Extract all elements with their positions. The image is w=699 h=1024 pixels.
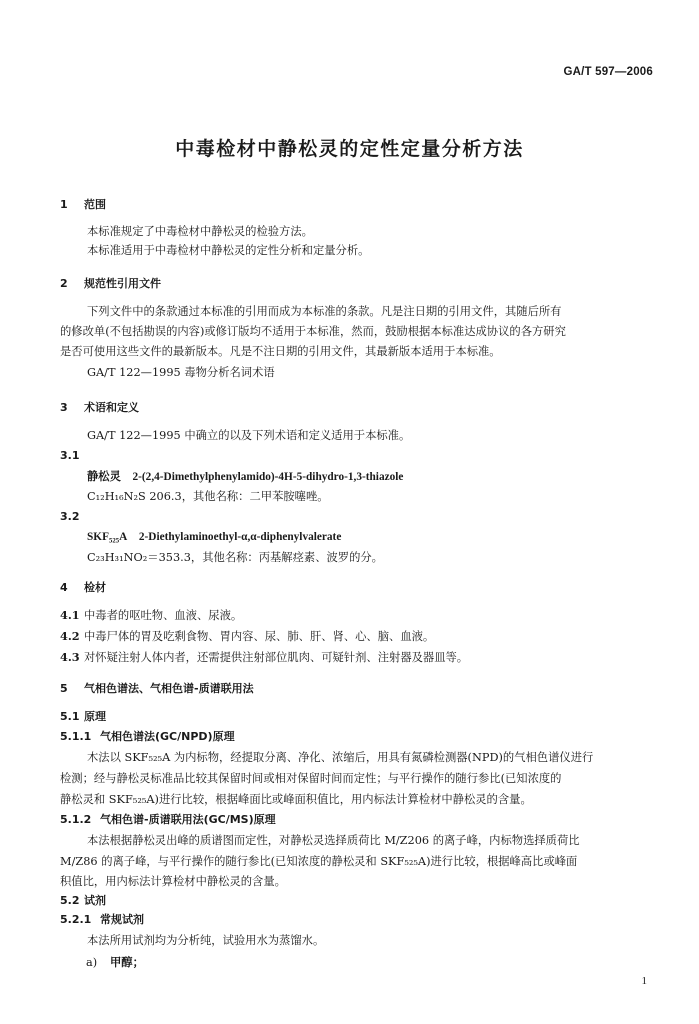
- section-number: 5.1.2: [60, 813, 92, 826]
- list-item: [60, 628, 434, 645]
- paragraph-line: 本法根据静松灵出峰的质谱图而定性，对静松灵选择质荷比 M/Z206 的离子峰，内标物选择质荷比: [87, 834, 580, 847]
- term-definition: 2-(2,4-Dimethylphenylamido)-4H-5-dihydro-1,3-thiazole: [132, 471, 404, 483]
- paragraph-line: 是否可使用这些文件的最新版本。凡是不注日期的引用文件，其最新版本适用于本标准。: [60, 345, 501, 358]
- paragraph-line: 本法所用试剂均为分析纯，试验用水为蒸馏水。: [87, 934, 325, 947]
- paragraph-line: 静松灵和 SKF₅₂₅A)进行比较，根据峰面比或峰面积值比，用内标法计算检材中静松灵的含量。: [60, 793, 532, 806]
- paragraph-line: 积值比，用内标法计算检材中静松灵的含量。: [60, 875, 286, 888]
- section-number: 5: [60, 682, 68, 695]
- document-title: 中毒检材中静松灵的定性定量分析方法: [175, 138, 524, 160]
- paragraph-line: M/Z86 的离子峰，与平行操作的随行参比(已知浓度的静松灵和 SKF₅₂₅A)进行比较，根据峰高比或峰面: [60, 855, 578, 868]
- subsection-heading: [60, 893, 106, 909]
- section-number: 4: [60, 581, 68, 594]
- section-1-heading: [60, 197, 106, 213]
- paragraph-line: 本标准规定了中毒检材中静松灵的检验方法。: [87, 225, 313, 238]
- subsection-heading: [60, 729, 235, 745]
- section-title: 原理: [84, 710, 106, 723]
- section-number: 1: [60, 198, 68, 211]
- section-number: 2: [60, 277, 68, 290]
- subsection-heading: [60, 912, 144, 928]
- paragraph-line: 本标准适用于中毒检材中静松灵的定性分析和定量分析。: [87, 244, 370, 257]
- paragraph-line: GA/T 122—1995 中确立的以及下列术语和定义适用于本标准。: [87, 429, 411, 442]
- section-number: 3: [60, 401, 68, 414]
- section-4-heading: [60, 580, 106, 596]
- term-line: [87, 529, 341, 545]
- reference-line: GA/T 122—1995 毒物分析名词术语: [87, 366, 275, 379]
- item-number: a): [86, 956, 98, 969]
- section-title: 气相色谱法、气相色谱-质谱联用法: [84, 682, 254, 695]
- section-title: 术语和定义: [84, 401, 139, 414]
- section-5-heading: [60, 681, 254, 697]
- section-2-heading: [60, 276, 161, 292]
- subsection-number: 3.1: [60, 449, 80, 462]
- page-number: 1: [641, 975, 647, 987]
- section-number: 5.2.1: [60, 913, 92, 926]
- paragraph-line: 木法以 SKF₅₂₅A 为内标物，经提取分离、净化、浓缩后，用具有氮磷检测器(NPD)的气相色谱仪进行: [87, 751, 594, 764]
- section-title: 范围: [84, 198, 106, 211]
- section-3-heading: [60, 400, 139, 416]
- list-item: [60, 607, 242, 624]
- subsection-heading: [60, 812, 276, 828]
- section-title: 试剂: [84, 894, 106, 907]
- term-name: SKF₅₂₅A: [87, 531, 128, 543]
- section-title: 检材: [84, 581, 106, 594]
- paragraph-line: 检测；经与静松灵标准品比较其保留时间或相对保留时间而定性；与平行操作的随行参比(已知浓度的: [60, 772, 562, 785]
- item-text: 中毒尸体的胃及吃剩食物、胃内容、尿、肺、肝、肾、心、脑、血液。: [84, 630, 435, 643]
- section-title: 规范性引用文件: [84, 277, 161, 290]
- term-line: [87, 468, 403, 485]
- paragraph-line: 的修改单(不包括勘误的内容)或修订版均不适用于本标准，然而，鼓励根据本标准达成协议的各方研究: [60, 325, 566, 338]
- subsection-heading: [60, 709, 106, 725]
- item-number: 4.3: [60, 650, 80, 664]
- item-text: 甲醇；: [110, 955, 144, 969]
- section-title: 气相色谱法(GC/NPD)原理: [100, 730, 235, 743]
- term-definition: 2-Diethylaminoethyl-α,α-diphenylvalerate: [138, 531, 342, 543]
- formula-line: C₂₃H₃₁NO₂＝353.3，其他名称：丙基解痉素、波罗的分。: [87, 551, 383, 564]
- item-text: 中毒者的呕吐物、血液、尿液。: [84, 609, 243, 622]
- term-name: 静松灵: [87, 469, 121, 483]
- formula-line: C₁₂H₁₆N₂S 206.3，其他名称：二甲苯胺噻唑。: [87, 490, 329, 503]
- item-text: 对怀疑注射人体内者，还需提供注射部位肌肉、可疑针剂、注射器及器皿等。: [84, 651, 469, 664]
- section-title: 气相色谱-质谱联用法(GC/MS)原理: [100, 813, 276, 826]
- section-number: 5.1.1: [60, 730, 92, 743]
- standard-code: GA/T 597—2006: [563, 66, 653, 78]
- list-item: [86, 954, 144, 971]
- section-number: 5.1: [60, 710, 80, 723]
- item-number: 4.2: [60, 629, 80, 643]
- subsection-number: 3.2: [60, 510, 80, 523]
- list-item: [60, 649, 468, 666]
- section-title: 常规试剂: [100, 913, 144, 926]
- paragraph-line: 下列文件中的条款通过本标准的引用而成为本标准的条款。凡是注日期的引用文件，其随后所有: [87, 305, 562, 318]
- section-number: 5.2: [60, 894, 80, 907]
- item-number: 4.1: [60, 608, 80, 622]
